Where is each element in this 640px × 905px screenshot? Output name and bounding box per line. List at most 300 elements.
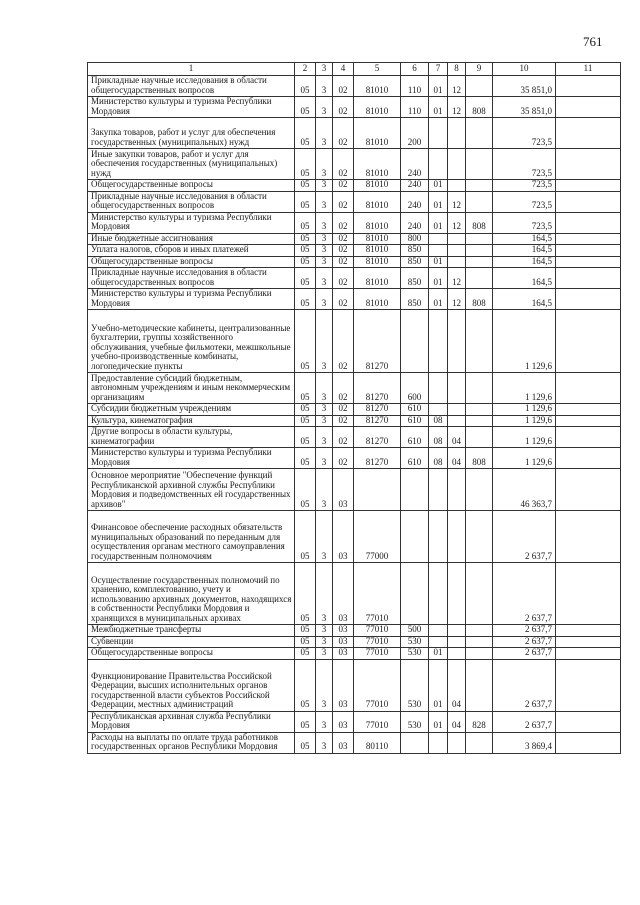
code-cell: 01 — [429, 191, 448, 212]
code-cell: 81270 — [354, 448, 401, 469]
code-cell: 77010 — [354, 711, 401, 732]
code-cell: 800 — [401, 233, 429, 245]
code-cell: 808 — [466, 212, 493, 233]
code-cell: 808 — [466, 97, 493, 118]
code-cell — [466, 636, 493, 648]
code-cell: 02 — [333, 180, 354, 192]
code-cell — [429, 310, 448, 373]
header-row — [88, 63, 621, 76]
code-cell: 77010 — [354, 648, 401, 660]
code-cell: 81010 — [354, 268, 401, 289]
amount-cell — [556, 625, 621, 637]
code-cell: 77010 — [354, 625, 401, 637]
amount-cell: 164,5 — [493, 245, 556, 257]
row-name: Учебно-методические кабинеты, централизованные бухгалтерии, группы хозяйственного обслуживания, учебные фильмотеки, межшкольные учебно-производственные комбинаты, логопедические пункты — [88, 310, 295, 373]
code-cell — [429, 233, 448, 245]
amount-cell — [556, 76, 621, 97]
amount-cell: 1 129,6 — [493, 448, 556, 469]
amount-cell — [556, 373, 621, 404]
row-name: Общегосударственные вопросы — [88, 256, 295, 268]
code-cell — [466, 233, 493, 245]
code-cell: 3 — [316, 310, 333, 373]
code-cell: 3 — [316, 625, 333, 637]
code-cell: 01 — [429, 256, 448, 268]
table-row — [88, 659, 621, 711]
amount-cell: 2 637,7 — [493, 648, 556, 660]
row-name: Министерство культуры и туризма Республики Мордовия — [88, 212, 295, 233]
amount-cell: 46 363,7 — [493, 469, 556, 511]
code-cell — [401, 563, 429, 625]
code-cell: 3 — [316, 636, 333, 648]
amount-cell — [556, 191, 621, 212]
amount-cell — [556, 118, 621, 149]
amount-cell: 2 637,7 — [493, 625, 556, 637]
code-cell: 3 — [316, 404, 333, 416]
code-cell: 04 — [448, 427, 466, 448]
code-cell — [429, 732, 448, 753]
amount-cell: 1 129,6 — [493, 415, 556, 427]
code-cell: 610 — [401, 427, 429, 448]
code-cell: 01 — [429, 648, 448, 660]
code-cell: 02 — [333, 149, 354, 180]
column-header: 4 — [333, 63, 354, 76]
amount-cell — [556, 268, 621, 289]
column-header: 5 — [354, 63, 401, 76]
code-cell: 12 — [448, 289, 466, 310]
code-cell: 3 — [316, 373, 333, 404]
table-row — [88, 404, 621, 416]
code-cell — [401, 732, 429, 753]
code-cell: 01 — [429, 212, 448, 233]
code-cell — [429, 625, 448, 637]
row-name: Осуществление государственных полномочий по хранению, комплектованию, учету и использованию архивных документов, находящихся в собственности Республики Мордовия и хранящихся в муниципальных архивах — [88, 563, 295, 625]
code-cell: 05 — [295, 448, 316, 469]
table-row — [88, 97, 621, 118]
code-cell: 200 — [401, 118, 429, 149]
code-cell: 05 — [295, 310, 316, 373]
code-cell — [429, 404, 448, 416]
code-cell: 110 — [401, 97, 429, 118]
table-row — [88, 415, 621, 427]
code-cell: 81270 — [354, 310, 401, 373]
code-cell — [466, 118, 493, 149]
code-cell: 3 — [316, 76, 333, 97]
code-cell: 81010 — [354, 256, 401, 268]
row-name: Иные бюджетные ассигнования — [88, 233, 295, 245]
code-cell: 03 — [333, 625, 354, 637]
amount-cell: 164,5 — [493, 289, 556, 310]
code-cell — [466, 373, 493, 404]
amount-cell — [556, 233, 621, 245]
amount-cell: 3 869,4 — [493, 732, 556, 753]
code-cell — [466, 427, 493, 448]
code-cell: 81270 — [354, 404, 401, 416]
code-cell — [448, 415, 466, 427]
code-cell — [466, 648, 493, 660]
code-cell — [466, 268, 493, 289]
amount-cell: 2 637,7 — [493, 711, 556, 732]
code-cell: 500 — [401, 625, 429, 637]
code-cell: 03 — [333, 511, 354, 563]
code-cell: 05 — [295, 415, 316, 427]
code-cell — [429, 511, 448, 563]
code-cell: 3 — [316, 118, 333, 149]
code-cell: 3 — [316, 97, 333, 118]
table-row — [88, 289, 621, 310]
amount-cell — [556, 636, 621, 648]
code-cell: 01 — [429, 711, 448, 732]
column-header: 2 — [295, 63, 316, 76]
code-cell: 610 — [401, 404, 429, 416]
code-cell: 530 — [401, 711, 429, 732]
row-name: Министерство культуры и туризма Республики Мордовия — [88, 448, 295, 469]
code-cell: 3 — [316, 648, 333, 660]
row-name: Закупка товаров, работ и услуг для обеспечения государственных (муниципальных) нужд — [88, 118, 295, 149]
code-cell — [448, 636, 466, 648]
amount-cell: 723,5 — [493, 149, 556, 180]
code-cell: 828 — [466, 711, 493, 732]
code-cell: 240 — [401, 149, 429, 180]
code-cell: 05 — [295, 118, 316, 149]
code-cell: 77010 — [354, 563, 401, 625]
code-cell: 02 — [333, 233, 354, 245]
code-cell — [429, 118, 448, 149]
column-header: 10 — [493, 63, 556, 76]
code-cell: 12 — [448, 97, 466, 118]
code-cell: 05 — [295, 511, 316, 563]
table-row — [88, 648, 621, 660]
amount-cell: 2 637,7 — [493, 511, 556, 563]
column-header: 1 — [88, 63, 295, 76]
amount-cell: 164,5 — [493, 233, 556, 245]
code-cell — [466, 191, 493, 212]
amount-cell — [556, 149, 621, 180]
table-row — [88, 268, 621, 289]
code-cell — [448, 245, 466, 257]
amount-cell: 35 851,0 — [493, 97, 556, 118]
code-cell — [466, 76, 493, 97]
code-cell: 850 — [401, 245, 429, 257]
code-cell: 3 — [316, 732, 333, 753]
code-cell: 3 — [316, 191, 333, 212]
code-cell — [448, 563, 466, 625]
code-cell — [448, 625, 466, 637]
code-cell — [466, 256, 493, 268]
code-cell — [448, 310, 466, 373]
code-cell: 530 — [401, 636, 429, 648]
row-name: Республиканская архивная служба Республики Мордовия — [88, 711, 295, 732]
code-cell: 03 — [333, 648, 354, 660]
code-cell: 3 — [316, 212, 333, 233]
code-cell: 08 — [429, 448, 448, 469]
code-cell: 81010 — [354, 149, 401, 180]
code-cell: 03 — [333, 659, 354, 711]
amount-cell: 1 129,6 — [493, 427, 556, 448]
table-row — [88, 511, 621, 563]
amount-cell — [556, 732, 621, 753]
row-name: Другие вопросы в области культуры, кинематографии — [88, 427, 295, 448]
amount-cell: 1 129,6 — [493, 310, 556, 373]
code-cell — [448, 404, 466, 416]
table-row — [88, 373, 621, 404]
amount-cell: 164,5 — [493, 256, 556, 268]
row-name: Министерство культуры и туризма Республики Мордовия — [88, 97, 295, 118]
code-cell: 610 — [401, 448, 429, 469]
amount-cell — [556, 427, 621, 448]
code-cell — [466, 149, 493, 180]
table-row — [88, 469, 621, 511]
row-name: Расходы на выплаты по оплате труда работников государственных органов Республики Мордовия — [88, 732, 295, 753]
code-cell — [401, 310, 429, 373]
code-cell: 3 — [316, 233, 333, 245]
code-cell — [448, 149, 466, 180]
amount-cell — [556, 256, 621, 268]
code-cell: 05 — [295, 732, 316, 753]
column-header: 6 — [401, 63, 429, 76]
code-cell: 02 — [333, 448, 354, 469]
code-cell: 04 — [448, 448, 466, 469]
code-cell: 02 — [333, 289, 354, 310]
code-cell: 05 — [295, 180, 316, 192]
code-cell: 05 — [295, 625, 316, 637]
amount-cell: 35 851,0 — [493, 76, 556, 97]
code-cell: 02 — [333, 404, 354, 416]
code-cell: 3 — [316, 268, 333, 289]
amount-cell — [556, 404, 621, 416]
code-cell: 05 — [295, 149, 316, 180]
code-cell — [448, 373, 466, 404]
code-cell: 3 — [316, 711, 333, 732]
code-cell: 850 — [401, 256, 429, 268]
table-row — [88, 149, 621, 180]
code-cell: 240 — [401, 191, 429, 212]
code-cell: 808 — [466, 448, 493, 469]
code-cell: 240 — [401, 212, 429, 233]
code-cell: 81010 — [354, 245, 401, 257]
code-cell — [429, 373, 448, 404]
table-row — [88, 427, 621, 448]
code-cell: 81270 — [354, 415, 401, 427]
row-name: Культура, кинематография — [88, 415, 295, 427]
amount-cell — [556, 563, 621, 625]
code-cell: 81010 — [354, 97, 401, 118]
amount-cell: 723,5 — [493, 118, 556, 149]
code-cell: 01 — [429, 268, 448, 289]
code-cell: 05 — [295, 659, 316, 711]
row-name: Иные закупки товаров, работ и услуг для обеспечения государственных (муниципальных) нужд — [88, 149, 295, 180]
column-header: 11 — [556, 63, 621, 76]
code-cell: 81270 — [354, 373, 401, 404]
amount-cell — [556, 180, 621, 192]
table-row — [88, 118, 621, 149]
code-cell: 05 — [295, 97, 316, 118]
code-cell: 05 — [295, 636, 316, 648]
code-cell: 3 — [316, 427, 333, 448]
row-name: Предоставление субсидий бюджетным, автономным учреждениям и иным некоммерческим организациям — [88, 373, 295, 404]
code-cell — [466, 732, 493, 753]
code-cell: 01 — [429, 289, 448, 310]
code-cell: 01 — [429, 659, 448, 711]
code-cell: 3 — [316, 180, 333, 192]
row-name: Межбюджетные трансферты — [88, 625, 295, 637]
code-cell — [466, 659, 493, 711]
code-cell: 01 — [429, 97, 448, 118]
code-cell: 77000 — [354, 511, 401, 563]
amount-cell — [556, 97, 621, 118]
row-name: Функционирование Правительства Российской Федерации, высших исполнительных органов государственной власти субъектов Российской Федерации, местных администраций — [88, 659, 295, 711]
code-cell: 05 — [295, 268, 316, 289]
code-cell: 03 — [333, 732, 354, 753]
code-cell: 12 — [448, 212, 466, 233]
code-cell: 05 — [295, 373, 316, 404]
code-cell — [429, 563, 448, 625]
amount-cell: 2 637,7 — [493, 636, 556, 648]
code-cell: 02 — [333, 76, 354, 97]
amount-cell — [556, 648, 621, 660]
code-cell — [448, 732, 466, 753]
code-cell: 110 — [401, 76, 429, 97]
code-cell — [466, 415, 493, 427]
code-cell — [466, 404, 493, 416]
row-name: Субвенции — [88, 636, 295, 648]
code-cell — [466, 180, 493, 192]
amount-cell — [556, 469, 621, 511]
code-cell: 03 — [333, 563, 354, 625]
code-cell: 3 — [316, 256, 333, 268]
code-cell: 05 — [295, 648, 316, 660]
table-row — [88, 563, 621, 625]
code-cell: 03 — [333, 469, 354, 511]
code-cell — [429, 245, 448, 257]
row-name: Основное мероприятие "Обеспечение функций Республиканской архивной службы Республики Мордовия и подведомственных ей государственных архивов" — [88, 469, 295, 511]
code-cell: 81270 — [354, 427, 401, 448]
amount-cell: 2 637,7 — [493, 563, 556, 625]
table-row — [88, 256, 621, 268]
code-cell: 02 — [333, 97, 354, 118]
table-row — [88, 636, 621, 648]
code-cell: 77010 — [354, 636, 401, 648]
amount-cell — [556, 659, 621, 711]
code-cell: 12 — [448, 268, 466, 289]
code-cell: 600 — [401, 373, 429, 404]
code-cell: 05 — [295, 245, 316, 257]
code-cell: 05 — [295, 563, 316, 625]
row-name: Общегосударственные вопросы — [88, 648, 295, 660]
code-cell: 03 — [333, 711, 354, 732]
code-cell: 05 — [295, 469, 316, 511]
code-cell: 02 — [333, 191, 354, 212]
code-cell: 81010 — [354, 191, 401, 212]
table-row — [88, 191, 621, 212]
code-cell — [448, 256, 466, 268]
column-header: 3 — [316, 63, 333, 76]
code-cell — [466, 245, 493, 257]
code-cell: 02 — [333, 268, 354, 289]
column-header: 9 — [466, 63, 493, 76]
code-cell — [429, 469, 448, 511]
code-cell: 01 — [429, 180, 448, 192]
code-cell: 05 — [295, 76, 316, 97]
row-name: Субсидии бюджетным учреждениям — [88, 404, 295, 416]
code-cell: 12 — [448, 191, 466, 212]
code-cell: 08 — [429, 415, 448, 427]
code-cell: 02 — [333, 373, 354, 404]
code-cell — [354, 469, 401, 511]
code-cell: 3 — [316, 469, 333, 511]
row-name: Прикладные научные исследования в области общегосударственных вопросов — [88, 268, 295, 289]
amount-cell: 1 129,6 — [493, 373, 556, 404]
table-row — [88, 245, 621, 257]
code-cell: 05 — [295, 711, 316, 732]
table-row — [88, 180, 621, 192]
table-row — [88, 233, 621, 245]
code-cell: 02 — [333, 256, 354, 268]
table-row — [88, 212, 621, 233]
code-cell: 81010 — [354, 118, 401, 149]
table-row — [88, 732, 621, 753]
amount-cell — [556, 711, 621, 732]
page-number: 761 — [583, 34, 603, 49]
code-cell: 3 — [316, 245, 333, 257]
code-cell — [448, 118, 466, 149]
code-cell: 02 — [333, 212, 354, 233]
code-cell: 05 — [295, 427, 316, 448]
code-cell: 3 — [316, 563, 333, 625]
amount-cell: 723,5 — [493, 180, 556, 192]
code-cell: 81010 — [354, 76, 401, 97]
amount-cell: 1 129,6 — [493, 404, 556, 416]
amount-cell: 164,5 — [493, 268, 556, 289]
code-cell — [466, 563, 493, 625]
code-cell: 808 — [466, 289, 493, 310]
amount-cell: 2 637,7 — [493, 659, 556, 711]
amount-cell — [556, 289, 621, 310]
row-name: Министерство культуры и туризма Республики Мордовия — [88, 289, 295, 310]
code-cell: 02 — [333, 245, 354, 257]
code-cell: 05 — [295, 404, 316, 416]
amount-cell — [556, 310, 621, 373]
code-cell: 02 — [333, 310, 354, 373]
table-row — [88, 711, 621, 732]
code-cell: 05 — [295, 212, 316, 233]
code-cell: 3 — [316, 289, 333, 310]
code-cell: 850 — [401, 268, 429, 289]
amount-cell — [556, 415, 621, 427]
row-name: Прикладные научные исследования в области общегосударственных вопросов — [88, 76, 295, 97]
table-row — [88, 625, 621, 637]
code-cell: 04 — [448, 659, 466, 711]
code-cell: 77010 — [354, 659, 401, 711]
amount-cell — [556, 448, 621, 469]
code-cell — [448, 180, 466, 192]
column-header: 8 — [448, 63, 466, 76]
amount-cell: 723,5 — [493, 212, 556, 233]
code-cell: 3 — [316, 659, 333, 711]
code-cell: 530 — [401, 648, 429, 660]
table-row — [88, 76, 621, 97]
code-cell: 04 — [448, 711, 466, 732]
amount-cell — [556, 245, 621, 257]
code-cell: 12 — [448, 76, 466, 97]
code-cell: 08 — [429, 427, 448, 448]
code-cell: 3 — [316, 448, 333, 469]
code-cell: 81010 — [354, 212, 401, 233]
row-name: Финансовое обеспечение расходных обязательств муниципальных образований по переданным для осуществления органам местного самоуправления государственным полномочиям — [88, 511, 295, 563]
code-cell: 05 — [295, 191, 316, 212]
row-name: Уплата налогов, сборов и иных платежей — [88, 245, 295, 257]
code-cell: 3 — [316, 149, 333, 180]
code-cell — [466, 625, 493, 637]
